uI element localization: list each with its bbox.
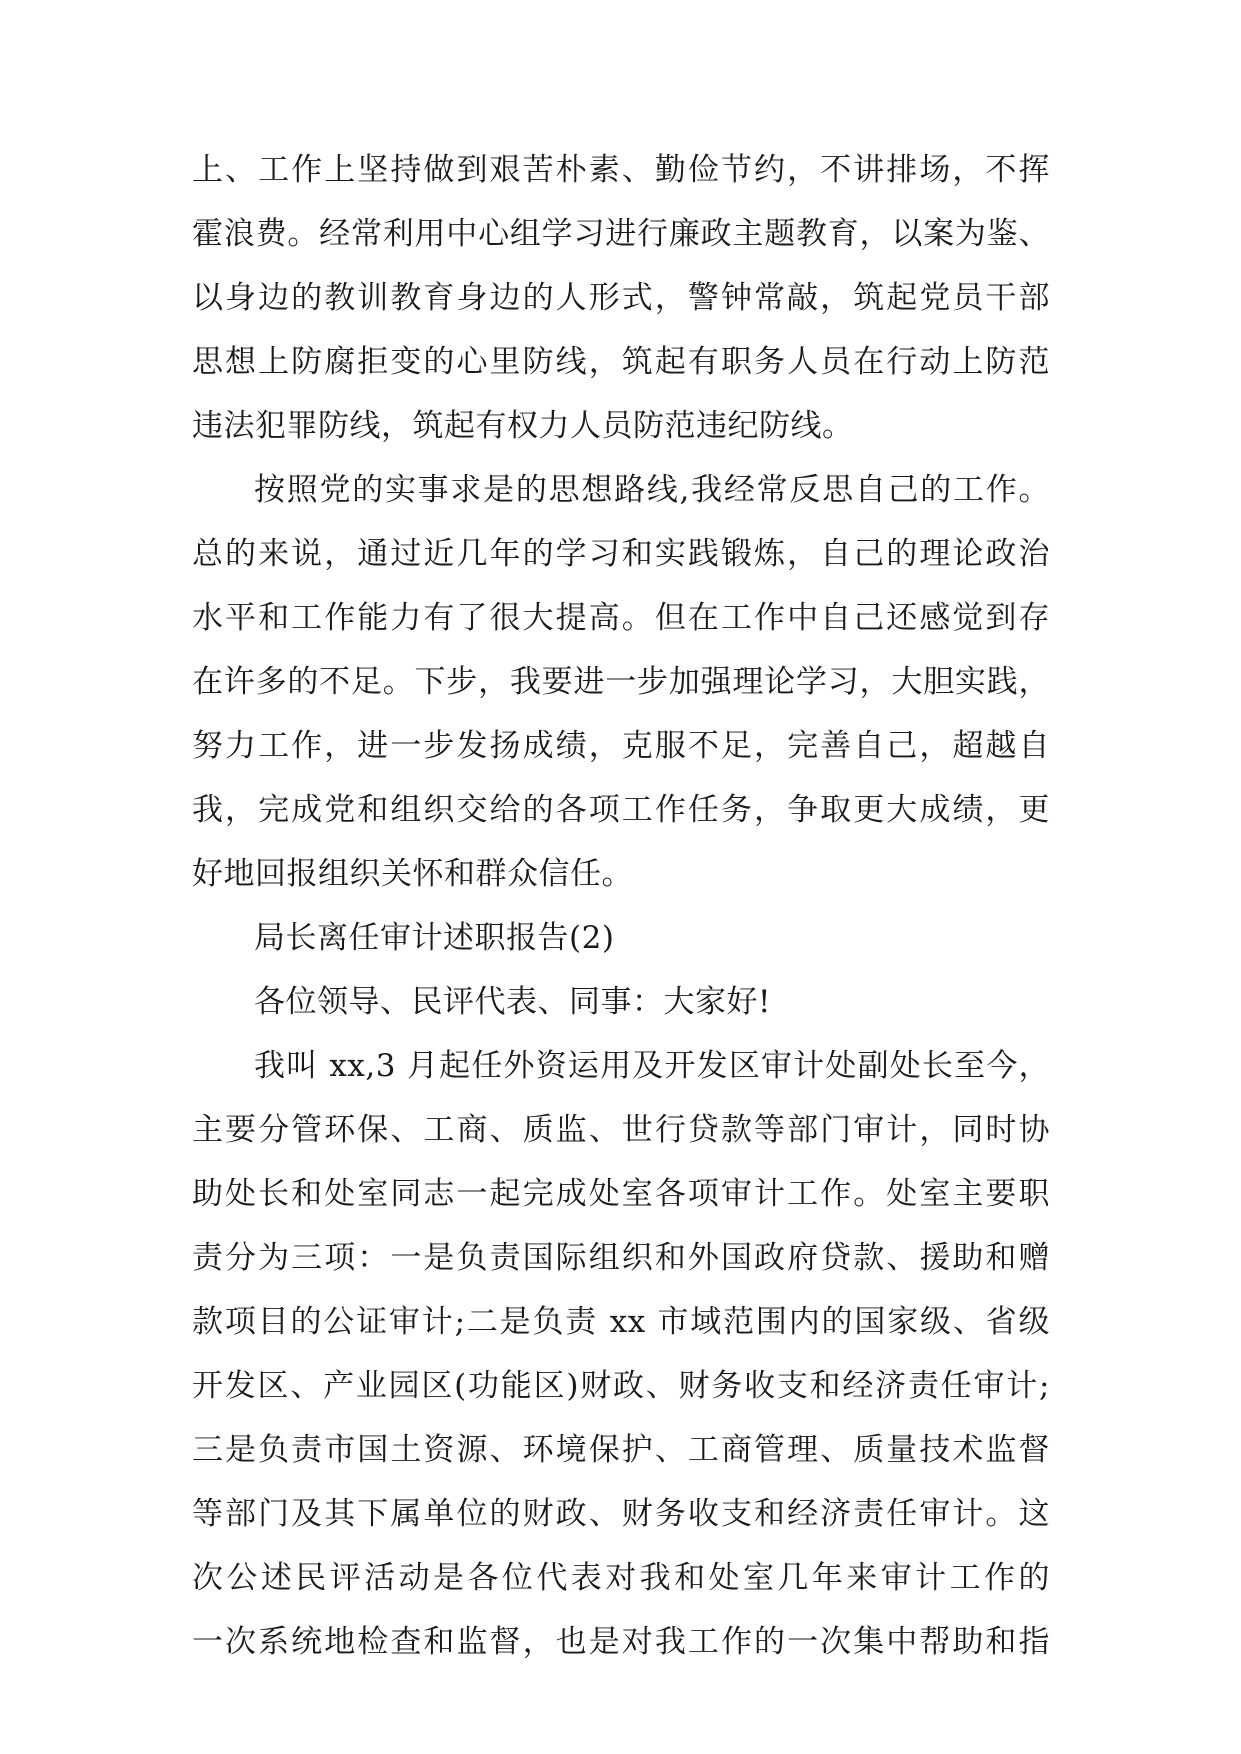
text-line: 开发区、产业园区(功能区)财政、财务收支和经济责任审计; bbox=[192, 1368, 1050, 1404]
text-line: 责分为三项：一是负责国际组织和外国政府贷款、援助和赠 bbox=[192, 1240, 1050, 1276]
text-line: 霍浪费。经常利用中心组学习进行廉政主题教育，以案为鉴、 bbox=[192, 216, 1050, 252]
paragraph-start-line: 按照党的实事求是的思想路线,我经常反思自己的工作。 bbox=[254, 472, 1050, 508]
text-line: 款项目的公证审计;二是负责 xx 市域范围内的国家级、省级 bbox=[192, 1304, 1050, 1340]
greeting-line: 各位领导、民评代表、同事：大家好! bbox=[254, 984, 771, 1020]
text-line: 次公述民评活动是各位代表对我和处室几年来审计工作的 bbox=[192, 1560, 1050, 1596]
text-line: 上、工作上坚持做到艰苦朴素、勤俭节约，不讲排场，不挥 bbox=[192, 152, 1050, 188]
text-line: 主要分管环保、工商、质监、世行贷款等部门审计，同时协 bbox=[192, 1112, 1050, 1148]
text-line: 我，完成党和组织交给的各项工作任务，争取更大成绩，更 bbox=[192, 792, 1050, 828]
text-line: 好地回报组织关怀和群众信任。 bbox=[192, 856, 633, 892]
paragraph-start-line: 我叫 xx,3 月起任外资运用及开发区审计处副处长至今， bbox=[254, 1048, 1050, 1084]
text-line: 等部门及其下属单位的财政、财务收支和经济责任审计。这 bbox=[192, 1496, 1050, 1532]
text-line: 以身边的教训教育身边的人形式，警钟常敲，筑起党员干部 bbox=[192, 280, 1050, 316]
text-line: 助处长和处室同志一起完成处室各项审计工作。处室主要职 bbox=[192, 1176, 1050, 1212]
text-line: 总的来说，通过近几年的学习和实践锻炼，自己的理论政治 bbox=[192, 536, 1050, 572]
text-line: 违法犯罪防线，筑起有权力人员防范违纪防线。 bbox=[192, 408, 854, 444]
text-line: 一次系统地检查和监督，也是对我工作的一次集中帮助和指 bbox=[192, 1624, 1050, 1660]
text-line: 在许多的不足。下步，我要进一步加强理论学习，大胆实践， bbox=[192, 664, 1050, 700]
text-line: 三是负责市国土资源、环境保护、工商管理、质量技术监督 bbox=[192, 1432, 1050, 1468]
text-line: 水平和工作能力有了很大提高。但在工作中自己还感觉到存 bbox=[192, 600, 1050, 636]
text-line: 努力工作，进一步发扬成绩，克服不足，完善自己，超越自 bbox=[192, 728, 1050, 764]
section-title: 局长离任审计述职报告(2) bbox=[254, 920, 615, 956]
text-line: 思想上防腐拒变的心里防线，筑起有职务人员在行动上防范 bbox=[192, 344, 1050, 380]
